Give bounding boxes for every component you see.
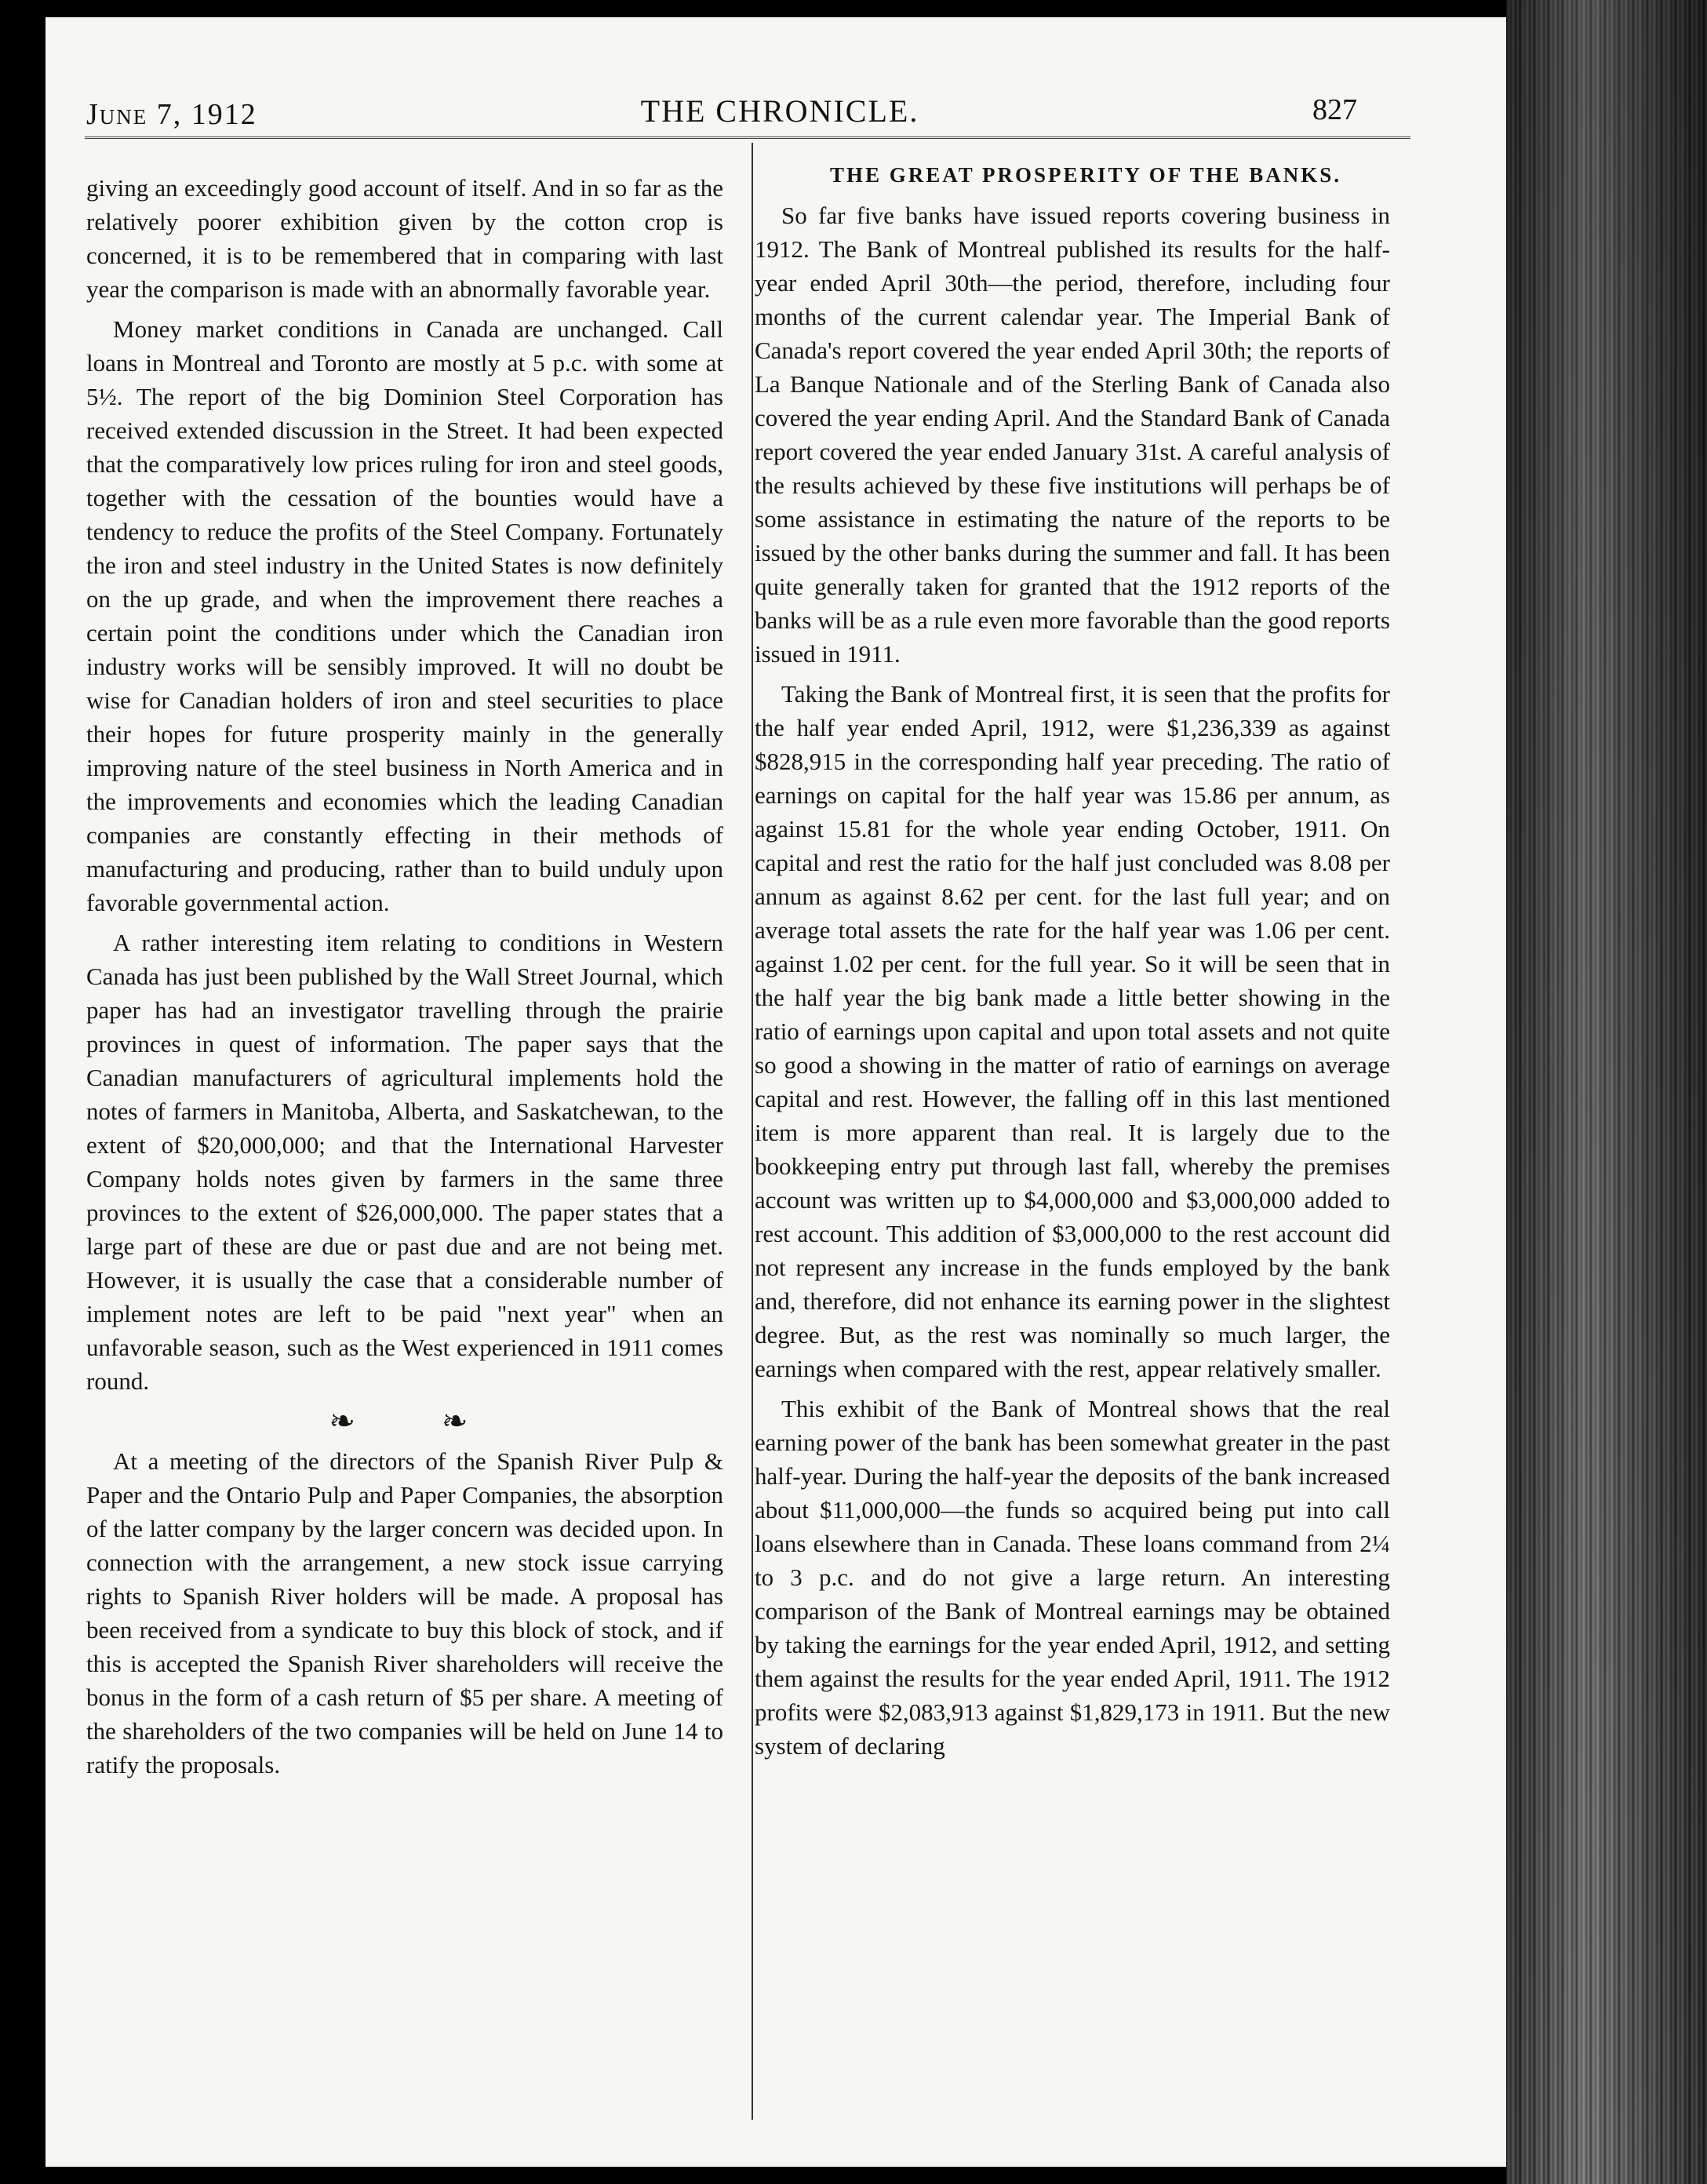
newspaper-page bbox=[45, 17, 1514, 2167]
issue-date: June 7, 1912 bbox=[86, 98, 257, 131]
left-paragraph-2: Money market conditions in Canada are unchanged. Call loans in Montreal and Toronto are mostly at 5 p.c. with some at 5½. The report of the big Dominion Steel Corporation has received extended discussion in the Street. It had been expected that the comparatively low prices ruling for iron and steel goods, together with the cessation of the bounties would have a tendency to reduce the profits of the Steel Company. Fortunately the iron and steel industry in the United States is now definitely on the up grade, and when the improvement there reaches a certain point the conditions under which the Canadian iron industry works will be sensibly improved. It will no doubt be wise for Canadian holders of iron and steel securities to place their hopes for future prosperity mainly in the generally improving nature of the steel business in North America and in the improvements and economies which the leading Canadian companies are constantly effecting in their methods of manufacturing and producing, rather than to build unduly upon favorable governmental action. bbox=[86, 315, 723, 916]
left-column bbox=[86, 171, 723, 1788]
right-paragraph-1: So far five banks have issued reports covering business in 1912. The Bank of Montreal published its results for the half-year ended April 30th—the period, therefore, including four months of the current calendar year. The Imperial Bank of Canada's report covered the year ended April 30th; the reports of La Banque Nationale and of the Sterling Bank of Canada also covered the year ending April. And the Standard Bank of Canada report covered the year ended January 31st. A careful analysis of the results achieved by these five institutions will perhaps be of some assistance in estimating the nature of the reports to be issued by the other banks during the summer and fall. It has been quite generally taken for granted that the 1912 reports of the banks will be as a rule even more favorable than the good reports issued in 1911. bbox=[755, 202, 1390, 668]
header-rule bbox=[85, 136, 1410, 139]
right-paragraph-2: Taking the Bank of Montreal first, it is seen that the profits for the half year ended April, 1912, were $1,236,339 as against $828,915 in the corresponding half year preceding. The ratio of earnings on capital for the half year was 15.86 per annum, as against 15.81 for the whole year ending October, 1911. On capital and rest the ratio for the half just concluded was 8.08 per annum as against 8.62 per cent. for the last full year; and on average total assets the rate for the half year was 1.06 per cent. against 1.02 per cent. for the full year. So it will be seen that in the half year the big bank made a little better showing in the ratio of earnings upon capital and upon total assets and not quite so good a showing in the matter of ratio of earnings on average capital and rest. However, the falling off in this last mentioned item is more apparent than real. It is largely due to the bookkeeping entry put through last fall, whereby the premises account was written up to $4,000,000 and $3,000,000 added to rest account. This addition of $3,000,000 to the rest account did not represent any increase in the funds employed by the bank and, therefore, did not enhance its earning power in the slightest degree. But, as the rest was nominally so much larger, the earnings when compared with the rest, appear relatively smaller. bbox=[755, 680, 1390, 1382]
publication-title: THE CHRONICLE. bbox=[640, 93, 919, 129]
page-number: 827 bbox=[1312, 93, 1357, 126]
left-paragraph-1: giving an exceedingly good account of itself. And in so far as the relatively poorer exhibition given by the cotton crop is concerned, it is to be remembered that in comparing with last year the comparison is made with an abnormally favorable year. bbox=[86, 174, 723, 303]
left-paragraph-3: A rather interesting item relating to conditions in Western Canada has just been published by the Wall Street Journal, which paper has had an investigator travelling through the prairie provinces in quest of information. The paper says that the Canadian manufacturers of agricultural implements hold the notes of farmers in Manitoba, Alberta, and Saskatchewan, to the extent of $20,000,000; and that the International Harvester Company holds notes given by farmers in the same three provinces to the extent of $26,000,000. The paper states that a large part of these are due or past due and are not being met. However, it is usually the case that a considerable number of implement notes are left to be paid "next year" when an unfavorable season, such as the West experienced in 1911 comes round. bbox=[86, 929, 723, 1395]
left-paragraph-4: At a meeting of the directors of the Spanish River Pulp & Paper and the Ontario Pulp and Paper Companies, the absorption of the latter company by the larger concern was decided upon. In connection with the arrangement, a new stock issue carrying rights to Spanish River holders will be made. A proposal has been received from a syndicate to buy this block of stock, and if this is accepted the Spanish River shareholders will receive the bonus in the form of a cash return of $5 per share. A meeting of the shareholders of the two companies will be held on June 14 to ratify the proposals. bbox=[86, 1447, 723, 1778]
page-header bbox=[45, 72, 1514, 143]
section-ornament: ❧ ❧ bbox=[329, 1403, 508, 1439]
book-page-edges-shade bbox=[1506, 0, 1707, 2184]
right-column bbox=[755, 158, 1390, 1769]
right-paragraph-3: This exhibit of the Bank of Montreal shows that the real earning power of the bank has been somewhat greater in the past half-year. During the half-year the deposits of the bank increased about $11,000,000—the funds so acquired being put into call loans elsewhere than in Canada. These loans command from 2¼ to 3 p.c. and do not give a large return. An interesting comparison of the Bank of Montreal earnings may be obtained by taking the earnings for the year ended April, 1912, and setting them against the results for the year ended April, 1911. The 1912 profits were $2,083,913 against $1,829,173 in 1911. But the new system of declaring bbox=[755, 1395, 1390, 1760]
article-title: THE GREAT PROSPERITY OF THE BANKS. bbox=[829, 163, 1342, 187]
column-divider bbox=[752, 143, 753, 2120]
